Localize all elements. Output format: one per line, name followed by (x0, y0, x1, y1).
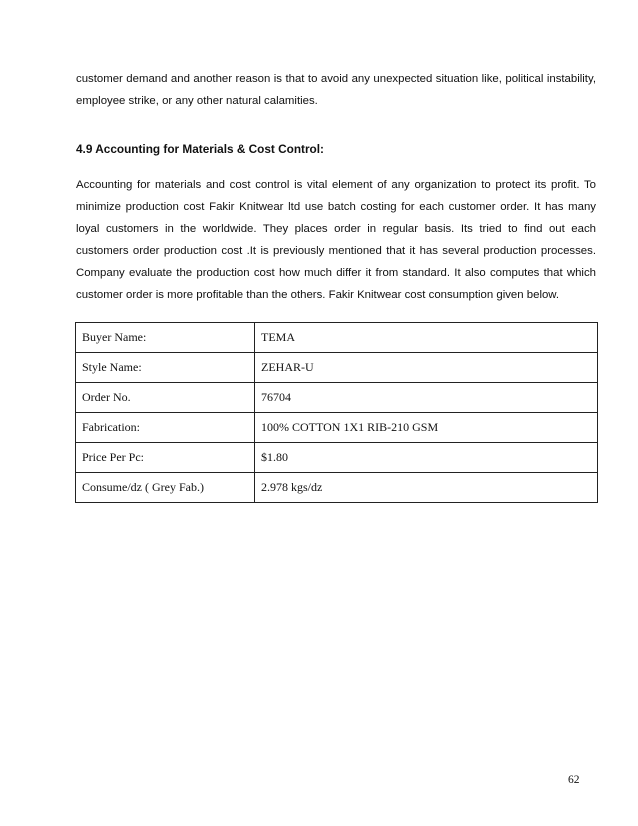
row-value: TEMA (255, 323, 598, 353)
row-label: Style Name: (76, 353, 255, 383)
row-label: Consume/dz ( Grey Fab.) (76, 473, 255, 503)
row-label: Price Per Pc: (76, 443, 255, 473)
row-value: 2.978 kgs/dz (255, 473, 598, 503)
section-heading: 4.9 Accounting for Materials & Cost Control: (76, 142, 324, 156)
table-row (76, 323, 598, 353)
row-value: ZEHAR-U (255, 353, 598, 383)
table-row (76, 383, 598, 413)
row-value: 100% COTTON 1X1 RIB-210 GSM (255, 413, 598, 443)
row-label: Order No. (76, 383, 255, 413)
row-value: $1.80 (255, 443, 598, 473)
row-label: Fabrication: (76, 413, 255, 443)
row-label: Buyer Name: (76, 323, 255, 353)
page-number: 62 (568, 774, 580, 786)
order-spec-table (75, 322, 598, 503)
section-body-paragraph: Accounting for materials and cost control is vital element of any organization to protect its profit. To minimize production cost Fakir Knitwear ltd use batch costing for each customer order. It has many loyal customers in the worldwide. They places order in regular basis. Its tried to find out each customers order production cost .It is previously mentioned that it has several production processes. Company evaluate the production cost how much differ it from standard. It also computes that which customer order is more profitable than the others. Fakir Knitwear cost consumption given below. (76, 179, 596, 301)
table-row (76, 413, 598, 443)
table-row (76, 353, 598, 383)
table-row (76, 443, 598, 473)
intro-paragraph: customer demand and another reason is that to avoid any unexpected situation like, political instability, employee strike, or any other natural calamities. (76, 73, 596, 107)
row-value: 76704 (255, 383, 598, 413)
table-row (76, 473, 598, 503)
